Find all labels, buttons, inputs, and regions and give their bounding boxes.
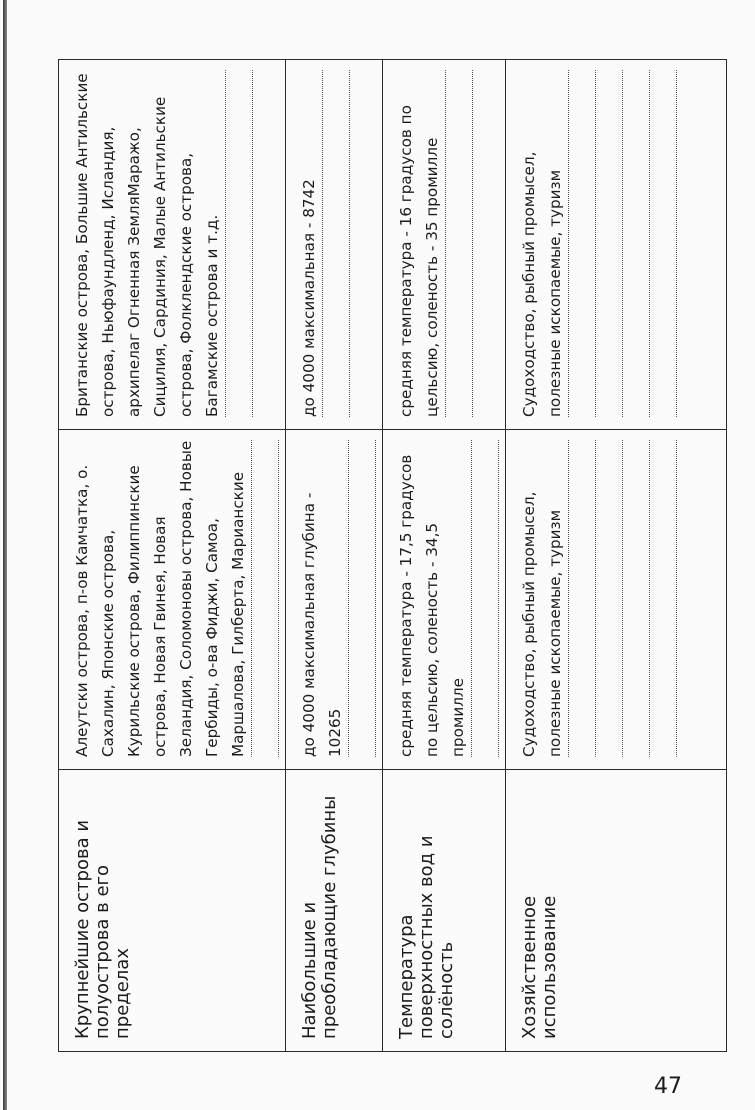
row-label-islands: Крупнейшие острова и полуострова в его пределах (59, 770, 286, 1052)
answer-text: средняя температура - 16 градусов по цельсию, соленость - 35 промилле (393, 70, 446, 417)
page-number: 47 (654, 1074, 682, 1099)
cell-pacific-economic (506, 430, 727, 770)
answer-text: Алеутски острова, п-ов Камчатка, о. Сахалин, Японские острова, Курильские острова, Филиппинские острова, Новая Гвинея, Новая Зеландия, Соломоновы острова, Новые Гербиды, о-ва Фиджи, Самоа, Маршалова, Гилберта, Марианские (69, 440, 252, 757)
blank-line (623, 70, 650, 417)
cell-pacific-islands (59, 430, 286, 770)
blank-line (596, 70, 623, 417)
blank-line (446, 70, 473, 417)
cell-pacific-depths (286, 430, 383, 770)
blank-line (323, 70, 350, 417)
answer-text: средняя температура - 17,5 градусов по цельсию, соленость - 34,5 промилле (393, 440, 472, 757)
row-label-temperature-salinity: Температура поверхностных вод и солёность (383, 770, 506, 1052)
blank-line (650, 440, 677, 757)
blank-line (569, 440, 596, 757)
page-binding-edge (3, 0, 7, 1110)
row-label-depths: Наибольшие и преобладающие глубины (286, 770, 383, 1052)
blank-line (226, 70, 253, 417)
answer-text: до 4000 максимальная - 8742 (296, 70, 323, 417)
worksheet-table-rotated (58, 60, 670, 1052)
table-row (59, 60, 286, 1052)
answer-text: Судоходство, рыбный промысел, полезные ископаемые, туризм (516, 70, 569, 417)
row-label-economic-use: Хозяйственное использование (506, 770, 727, 1052)
table-row (286, 60, 383, 1052)
blank-line (349, 440, 376, 757)
cell-atlantic-temperature (383, 60, 506, 430)
blank-line (650, 70, 677, 417)
table-row (383, 60, 506, 1052)
blank-line (472, 440, 499, 757)
answer-text: до 4000 максимальная глубина - 10265 (296, 440, 349, 757)
table-row (506, 60, 727, 1052)
answer-text: Британские острова, Большие Антильские острова, Ньюфаундленд, Исландия, архипелаг Огненная ЗемляМаражо, Сицилия, Сардиния, Малые Антильские острова, Фолклендские острова, Багамские острова и т.д. (69, 70, 226, 417)
cell-atlantic-depths (286, 60, 383, 430)
blank-line (569, 70, 596, 417)
blank-line (596, 440, 623, 757)
cell-atlantic-islands (59, 60, 286, 430)
blank-line (252, 440, 279, 757)
blank-line (623, 440, 650, 757)
answer-text: Судоходство, рыбный промысел, полезные ископаемые, туризм (516, 440, 569, 757)
oceans-comparison-table (58, 59, 727, 1052)
cell-pacific-temperature (383, 430, 506, 770)
cell-atlantic-economic (506, 60, 727, 430)
